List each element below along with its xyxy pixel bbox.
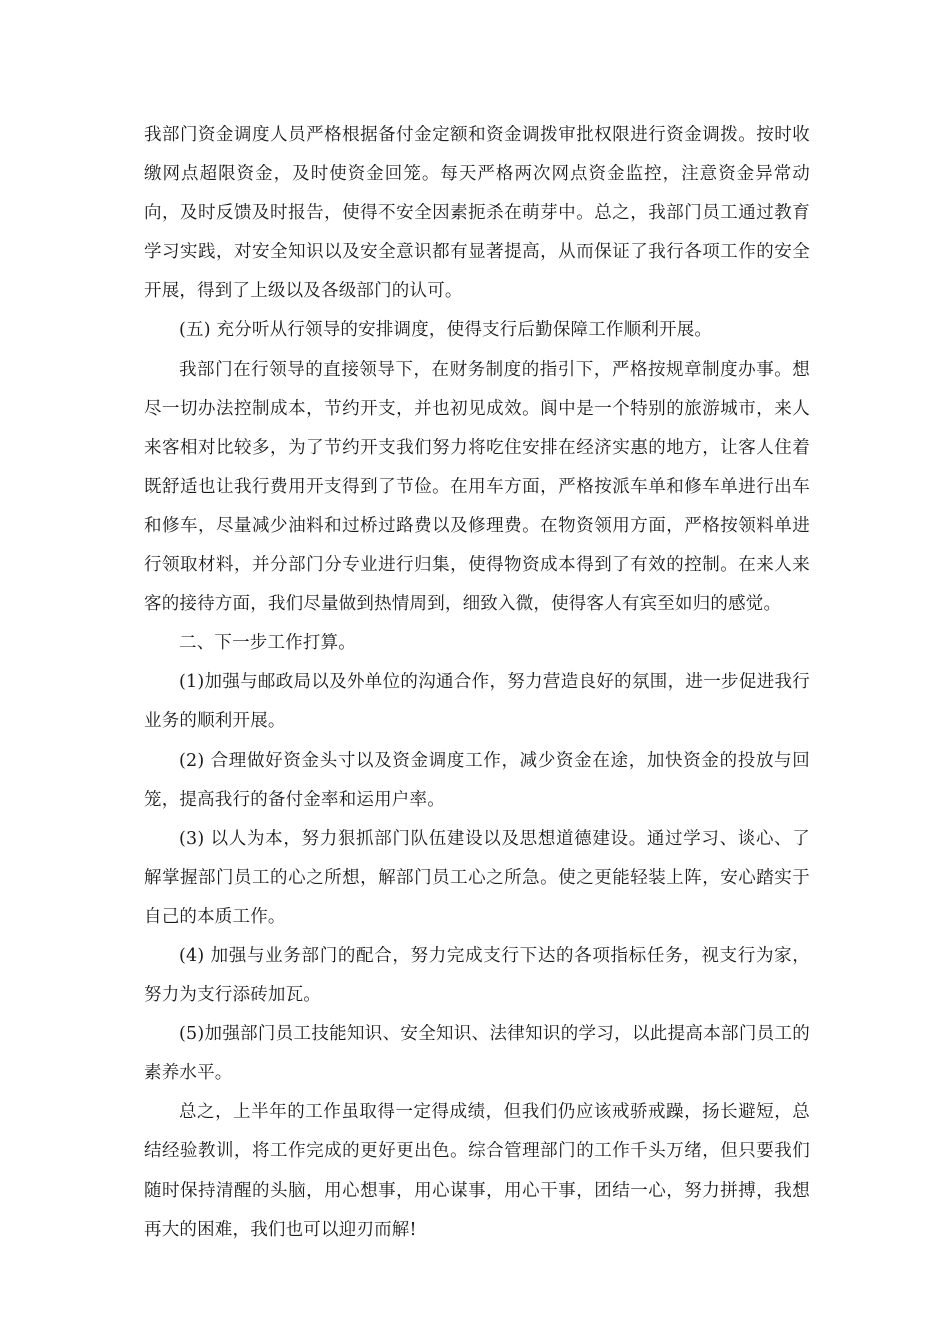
paragraph-security-summary: 我部门资金调度人员严格根据备付金定额和资金调拨审批权限进行资金调拨。按时收缴网点超限资金，及时使资金回笼。每天严格两次网点资金监控，注意资金异常动向，及时反馈及时报告，使得不安全因素扼杀在萌芽中。总之，我部门员工通过教育学习实践，对安全知识以及安全意识都有显著提高，从而保证了我行各项工作的安全开展，得到了上级以及各级部门的认可。 <box>144 125 810 302</box>
document-body <box>144 116 810 1250</box>
list-item-plan-2: (2) 合理做好资金头寸以及资金调度工作，减少资金在途，加快资金的投放与回笼，提高我行的备付金率和运用户率。 <box>144 750 810 810</box>
list-item-plan-1: (1)加强与邮政局以及外单位的沟通合作，努力营造良好的氛围，进一步促进我行业务的顺利开展。 <box>144 672 810 732</box>
paragraph-conclusion: 总之，上半年的工作虽取得一定得成绩，但我们仍应该戒骄戒躁，扬长避短，总结经验教训，将工作完成的更好更出色。综合管理部门的工作千头万绪，但只要我们随时保持清醒的头脑，用心想事，用心谋事，用心干事，团结一心，努力拼搏，我想再大的困难，我们也可以迎刃而解! <box>144 1102 810 1240</box>
paragraph-heading-five: (五) 充分听从行领导的安排调度，使得支行后勤保障工作顺利开展。 <box>179 320 713 341</box>
list-item-plan-5: (5)加强部门员工技能知识、安全知识、法律知识的学习，以此提高本部门员工的素养水平。 <box>144 1024 810 1084</box>
section-heading-next-steps: 二、下一步工作打算。 <box>179 633 356 654</box>
list-item-plan-4: (4) 加强与业务部门的配合，努力完成支行下达的各项指标任务，视支行为家，努力为支行添砖加瓦。 <box>144 945 810 1006</box>
paragraph-cost-control: 我部门在行领导的直接领导下，在财务制度的指引下，严格按规章制度办事。想尽一切办法控制成本，节约开支，并也初见成效。阆中是一个特别的旅游城市，来人来客相对比较多，为了节约开支我们努力将吃住安排在经济实惠的地方，让客人住着既舒适也让我行费用开支得到了节俭。在用车方面，严格按派车单和修车单进行出车和修车，尽量减少油料和过桥过路费以及修理费。在物资领用方面，严格按领料单进行领取材料，并分部门分专业进行归集，使得物资成本得到了有效的控制。在来人来客的接待方面，我们尽量做到热情周到，细致入微，使得客人有宾至如归的感觉。 <box>144 359 810 615</box>
list-item-plan-3: (3) 以人为本，努力狠抓部门队伍建设以及思想道德建设。通过学习、谈心、了解掌握部门员工的心之所想，解部门员工心之所急。使之更能轻装上阵，安心踏实于自己的本质工作。 <box>144 828 810 927</box>
